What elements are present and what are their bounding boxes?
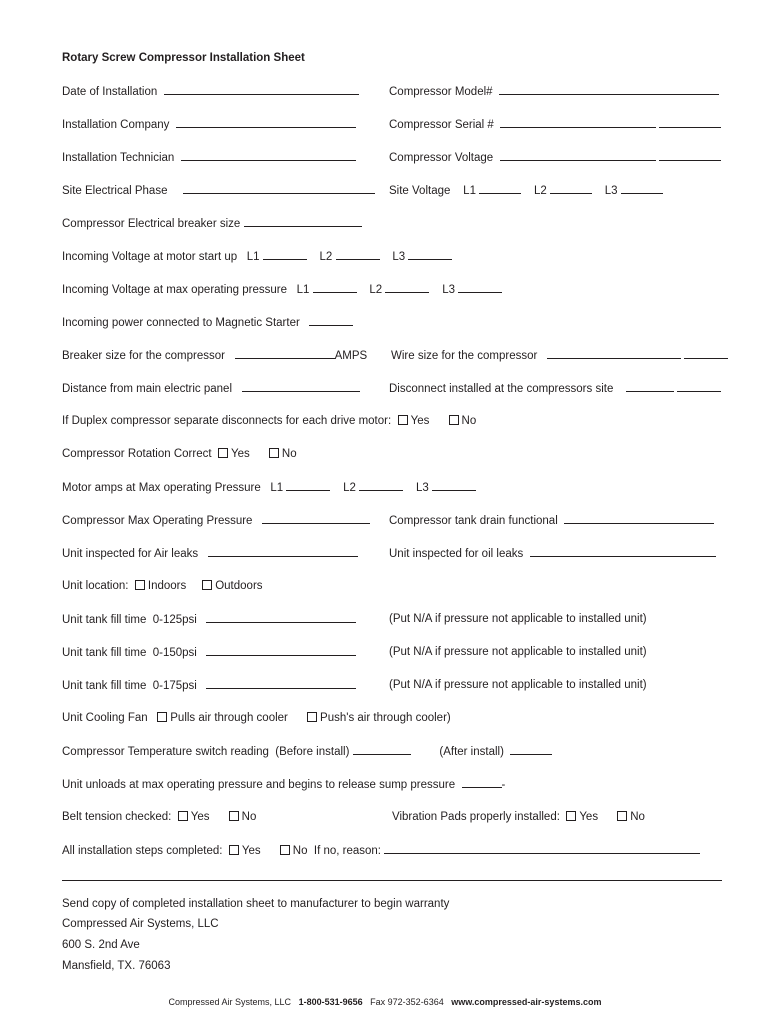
company-address: 600 S. 2nd Ave bbox=[62, 939, 140, 951]
max-operating-pressure-field[interactable] bbox=[262, 513, 370, 524]
distance-panel-field[interactable] bbox=[242, 381, 360, 392]
compressor-voltage-field-2[interactable] bbox=[659, 150, 721, 161]
yes-label: Yes bbox=[230, 448, 250, 460]
footer-phone: 1-800-531-9656 bbox=[298, 997, 363, 1007]
cooling-fan-label: Unit Cooling Fan bbox=[62, 712, 148, 724]
fill-time-125-label: Unit tank fill time 0-125psi bbox=[62, 614, 197, 626]
motor-amps-row bbox=[62, 480, 476, 495]
disconnect-installed-label: Disconnect installed at the compressors site bbox=[389, 383, 614, 395]
tank-drain-field[interactable] bbox=[564, 513, 714, 524]
yes-label: Yes bbox=[579, 811, 599, 823]
outdoors-checkbox[interactable] bbox=[202, 580, 212, 590]
l2-label: L2 bbox=[369, 284, 383, 296]
incoming-power-row bbox=[62, 315, 353, 330]
pulls-air-label: Pulls air through cooler bbox=[170, 712, 288, 724]
rotation-yes-checkbox[interactable] bbox=[218, 448, 228, 458]
site-voltage-l3-field[interactable] bbox=[621, 183, 663, 194]
fill-time-175-label: Unit tank fill time 0-175psi bbox=[62, 680, 197, 692]
no-label: No bbox=[630, 811, 645, 823]
temp-switch-label: Compressor Temperature switch reading (Before install) bbox=[62, 746, 350, 758]
installation-technician-row bbox=[62, 150, 356, 165]
unit-location-row bbox=[62, 579, 263, 593]
breaker-size-compressor-label: Breaker size for the compressor bbox=[62, 350, 225, 362]
date-of-installation-label: Date of Installation bbox=[62, 86, 158, 98]
disconnect-installed-field[interactable] bbox=[626, 381, 674, 392]
startup-l3-field[interactable] bbox=[408, 249, 452, 260]
pulls-air-checkbox[interactable] bbox=[157, 712, 167, 722]
compressor-model-field[interactable] bbox=[499, 84, 719, 95]
compressor-serial-field[interactable] bbox=[500, 117, 656, 128]
no-label: No bbox=[241, 811, 257, 823]
company-city: Mansfield, TX. 76063 bbox=[62, 960, 171, 972]
compressor-serial-field-2[interactable] bbox=[659, 117, 721, 128]
rotation-no-checkbox[interactable] bbox=[269, 448, 279, 458]
pushs-air-label: Push's air through cooler) bbox=[320, 712, 451, 724]
max-operating-pressure-row bbox=[62, 513, 370, 528]
site-electrical-phase-field[interactable] bbox=[183, 183, 375, 194]
footer-web[interactable]: www.compressed-air-systems.com bbox=[451, 997, 602, 1007]
fill-time-125-field[interactable] bbox=[206, 612, 356, 623]
l3-label: L3 bbox=[392, 251, 406, 263]
oil-leaks-label: Unit inspected for oil leaks bbox=[389, 548, 524, 560]
fill-time-175-field[interactable] bbox=[206, 678, 356, 689]
duplex-disconnects-label: If Duplex compressor separate disconnects for each drive motor: bbox=[62, 415, 392, 427]
l1-label: L1 bbox=[296, 284, 310, 296]
unit-location-label: Unit location: bbox=[62, 580, 129, 592]
incoming-voltage-startup-label: Incoming Voltage at motor start up bbox=[62, 251, 238, 263]
l3-label: L3 bbox=[415, 482, 429, 494]
all-steps-yes-checkbox[interactable] bbox=[229, 845, 239, 855]
disconnect-installed-field-2[interactable] bbox=[677, 381, 721, 392]
all-steps-label: All installation steps completed: bbox=[62, 845, 223, 857]
send-copy-note: Send copy of completed installation sheet to manufacturer to begin warranty bbox=[62, 898, 450, 910]
after-install-label: (After install) bbox=[439, 746, 504, 758]
site-voltage-l2-field[interactable] bbox=[550, 183, 592, 194]
site-voltage-label: Site Voltage bbox=[389, 185, 451, 197]
temp-switch-row bbox=[62, 744, 552, 759]
yes-label: Yes bbox=[410, 415, 430, 427]
date-of-installation-row bbox=[62, 84, 359, 99]
breaker-size-row bbox=[62, 216, 362, 231]
incoming-voltage-max-row bbox=[62, 282, 502, 297]
disconnect-installed-row bbox=[389, 381, 721, 396]
amps-unit-label: AMPS bbox=[334, 350, 368, 362]
startup-l2-field[interactable] bbox=[336, 249, 380, 260]
breaker-size-compressor-field[interactable] bbox=[235, 348, 335, 359]
startup-l1-field[interactable] bbox=[263, 249, 307, 260]
belt-tension-row bbox=[62, 810, 256, 824]
belt-tension-label: Belt tension checked: bbox=[62, 811, 172, 823]
wire-size-field-2[interactable] bbox=[684, 348, 728, 359]
temp-before-field[interactable] bbox=[353, 744, 411, 755]
duplex-no-checkbox[interactable] bbox=[449, 415, 459, 425]
l2-label: L2 bbox=[343, 482, 356, 494]
if-no-reason-label: No If no, reason: bbox=[292, 845, 381, 857]
max-operating-pressure-label: Compressor Max Operating Pressure bbox=[62, 515, 253, 527]
motor-amps-label: Motor amps at Max operating Pressure bbox=[62, 482, 261, 494]
incoming-voltage-startup-row bbox=[62, 249, 452, 264]
fill-time-125-row bbox=[62, 612, 356, 627]
max-l1-field[interactable] bbox=[313, 282, 357, 293]
max-l2-field[interactable] bbox=[385, 282, 429, 293]
footer-company: Compressed Air Systems, LLC bbox=[168, 997, 292, 1007]
air-leaks-label: Unit inspected for Air leaks bbox=[62, 548, 199, 560]
amps-l3-field[interactable] bbox=[432, 480, 476, 491]
site-voltage-row bbox=[389, 183, 663, 198]
outdoors-label: Outdoors bbox=[215, 580, 263, 592]
cooling-fan-row bbox=[62, 711, 451, 725]
belt-yes-checkbox[interactable] bbox=[178, 811, 188, 821]
compressor-model-label: Compressor Model# bbox=[389, 86, 493, 98]
air-leaks-row bbox=[62, 546, 358, 561]
max-l3-field[interactable] bbox=[458, 282, 502, 293]
fill-time-150-field[interactable] bbox=[206, 645, 356, 656]
rotation-correct-row bbox=[62, 447, 297, 461]
oil-leaks-field[interactable] bbox=[530, 546, 716, 557]
breaker-size-label: Compressor Electrical breaker size bbox=[62, 218, 241, 230]
wire-size-row bbox=[391, 348, 728, 363]
yes-label: Yes bbox=[190, 811, 210, 823]
yes-label: Yes bbox=[241, 845, 261, 857]
l1-label: L1 bbox=[246, 251, 260, 263]
l2-label: L2 bbox=[319, 251, 333, 263]
unloads-field[interactable] bbox=[462, 777, 502, 788]
page-title: Rotary Screw Compressor Installation Sheet bbox=[62, 52, 305, 64]
no-label: No bbox=[461, 415, 477, 427]
l3-label: L3 bbox=[604, 185, 618, 197]
duplex-disconnects-row bbox=[62, 414, 476, 428]
air-leaks-field[interactable] bbox=[208, 546, 358, 557]
na-note-150: (Put N/A if pressure not applicable to installed unit) bbox=[389, 646, 647, 658]
incoming-voltage-max-label: Incoming Voltage at max operating pressure bbox=[62, 284, 288, 296]
pushs-air-checkbox[interactable] bbox=[307, 712, 317, 722]
indoors-checkbox[interactable] bbox=[135, 580, 145, 590]
distance-panel-label: Distance from main electric panel bbox=[62, 383, 233, 395]
amps-l2-field[interactable] bbox=[359, 480, 403, 491]
compressor-voltage-field[interactable] bbox=[500, 150, 656, 161]
site-voltage-l1-field[interactable] bbox=[479, 183, 521, 194]
duplex-yes-checkbox[interactable] bbox=[398, 415, 408, 425]
vibration-yes-checkbox[interactable] bbox=[566, 811, 576, 821]
compressor-serial-label: Compressor Serial # bbox=[389, 119, 494, 131]
unloads-label: Unit unloads at max operating pressure and begins to release sump pressure bbox=[62, 779, 456, 791]
compressor-model-row bbox=[389, 84, 719, 99]
belt-no-checkbox[interactable] bbox=[229, 811, 239, 821]
incoming-power-label: Incoming power connected to Magnetic Starter bbox=[62, 317, 300, 329]
fill-time-175-row bbox=[62, 678, 356, 693]
na-note-175: (Put N/A if pressure not applicable to installed unit) bbox=[389, 679, 647, 691]
breaker-size-compressor-row bbox=[62, 348, 367, 363]
wire-size-field[interactable] bbox=[547, 348, 681, 359]
oil-leaks-row bbox=[389, 546, 716, 561]
temp-after-field[interactable] bbox=[510, 744, 552, 755]
l1-label: L1 bbox=[463, 185, 476, 197]
wire-size-label: Wire size for the compressor bbox=[391, 350, 538, 362]
all-steps-no-checkbox[interactable] bbox=[280, 845, 290, 855]
amps-l1-field[interactable] bbox=[286, 480, 330, 491]
l3-label: L3 bbox=[442, 284, 455, 296]
compressor-voltage-row bbox=[389, 150, 721, 165]
no-label: No bbox=[281, 448, 297, 460]
installation-technician-field[interactable] bbox=[181, 150, 356, 161]
installation-company-label: Installation Company bbox=[62, 119, 170, 131]
vibration-pads-label: Vibration Pads properly installed: bbox=[392, 811, 560, 823]
installation-company-row bbox=[62, 117, 356, 132]
site-electrical-phase-row bbox=[62, 183, 375, 198]
compressor-voltage-label: Compressor Voltage bbox=[389, 152, 494, 164]
rotation-correct-label: Compressor Rotation Correct bbox=[62, 448, 212, 460]
unloads-row bbox=[62, 777, 505, 792]
page-footer bbox=[0, 997, 770, 1007]
dash-label: - bbox=[501, 779, 506, 791]
tank-drain-label: Compressor tank drain functional bbox=[389, 515, 558, 527]
installation-technician-label: Installation Technician bbox=[62, 152, 175, 164]
na-note-125: (Put N/A if pressure not applicable to installed unit) bbox=[389, 613, 647, 625]
vibration-no-checkbox[interactable] bbox=[617, 811, 627, 821]
reason-field[interactable] bbox=[384, 843, 700, 854]
footer-fax: Fax 972-352-6364 bbox=[370, 997, 444, 1007]
fill-time-150-row bbox=[62, 645, 356, 660]
tank-drain-row bbox=[389, 513, 714, 528]
vibration-pads-row bbox=[392, 810, 645, 824]
all-steps-row bbox=[62, 843, 700, 858]
indoors-label: Indoors bbox=[147, 580, 187, 592]
distance-panel-row bbox=[62, 381, 360, 396]
breaker-size-field[interactable] bbox=[244, 216, 362, 227]
fill-time-150-label: Unit tank fill time 0-150psi bbox=[62, 647, 197, 659]
l1-label: L1 bbox=[270, 482, 284, 494]
company-name: Compressed Air Systems, LLC bbox=[62, 918, 219, 930]
compressor-serial-row bbox=[389, 117, 721, 132]
installation-company-field[interactable] bbox=[176, 117, 356, 128]
incoming-power-field[interactable] bbox=[309, 315, 353, 326]
date-of-installation-field[interactable] bbox=[164, 84, 359, 95]
site-electrical-phase-label: Site Electrical Phase bbox=[62, 185, 168, 197]
reason-continuation-line[interactable] bbox=[62, 880, 722, 881]
l2-label: L2 bbox=[533, 185, 547, 197]
